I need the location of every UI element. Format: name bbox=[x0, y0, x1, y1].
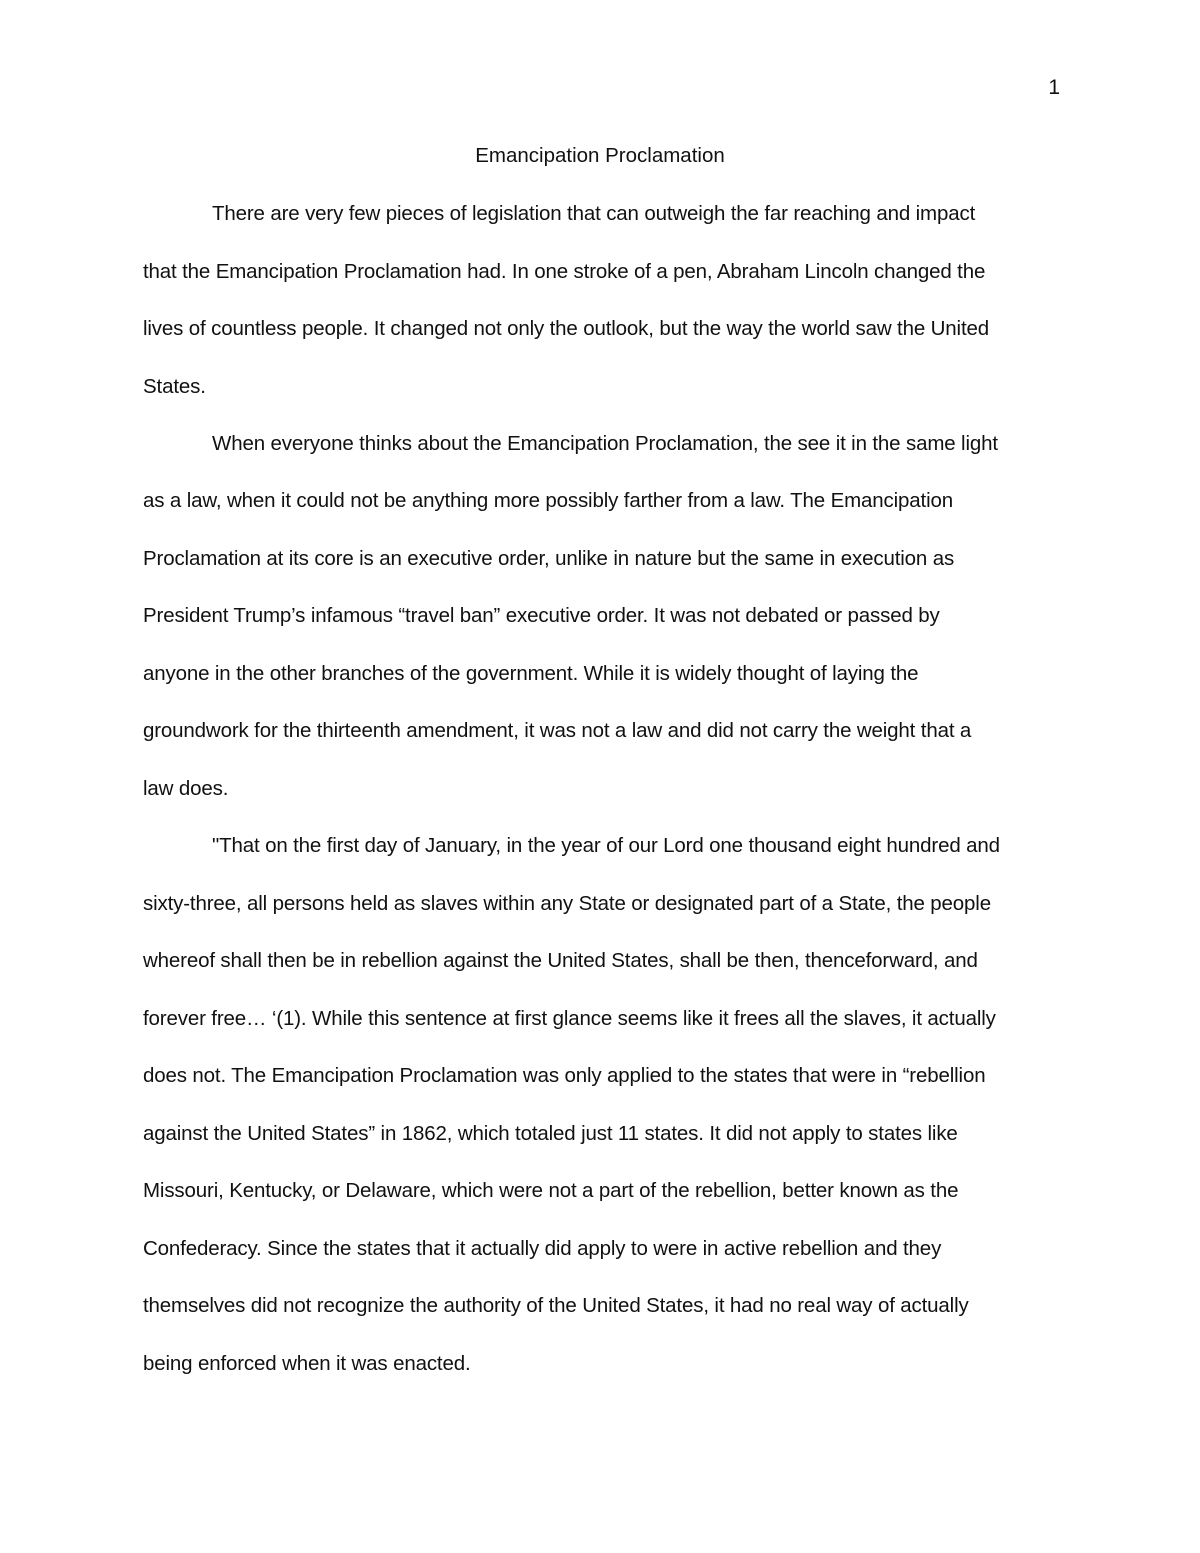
paragraph-3-line-6: against the United States” in 1862, which totaled just 11 states. It did not apply to states like bbox=[143, 1122, 958, 1145]
paragraph-1-line-2: that the Emancipation Proclamation had. In one stroke of a pen, Abraham Lincoln changed the bbox=[143, 260, 986, 283]
paragraph-1-line-4: States. bbox=[143, 375, 206, 398]
paragraph-1-line-1: There are very few pieces of legislation that can outweigh the far reaching and impact bbox=[212, 202, 976, 225]
paragraph-2-line-1: When everyone thinks about the Emancipation Proclamation, the see it in the same light bbox=[212, 432, 998, 455]
paragraph-2-line-4: President Trump’s infamous “travel ban” executive order. It was not debated or passed by bbox=[143, 604, 940, 627]
paragraph-3-line-3: whereof shall then be in rebellion against the United States, shall be then, thenceforward, and bbox=[143, 949, 978, 972]
paragraph-3-line-10: being enforced when it was enacted. bbox=[143, 1352, 471, 1375]
page-number: 1 bbox=[1048, 76, 1060, 99]
paragraph-3-line-9: themselves did not recognize the authority of the United States, it had no real way of actually bbox=[143, 1294, 969, 1317]
paragraph-3-line-8: Confederacy. Since the states that it actually did apply to were in active rebellion and they bbox=[143, 1237, 942, 1260]
paragraph-2-line-5: anyone in the other branches of the government. While it is widely thought of laying the bbox=[143, 662, 919, 685]
paragraph-3-line-7: Missouri, Kentucky, or Delaware, which were not a part of the rebellion, better known as the bbox=[143, 1179, 959, 1202]
document-title: Emancipation Proclamation bbox=[475, 144, 725, 167]
paragraph-1-line-3: lives of countless people. It changed not only the outlook, but the way the world saw the United bbox=[143, 317, 989, 340]
paragraph-2-line-2: as a law, when it could not be anything more possibly farther from a law. The Emancipation bbox=[143, 489, 953, 512]
paragraph-2-line-3: Proclamation at its core is an executive order, unlike in nature but the same in execution as bbox=[143, 547, 955, 570]
paragraph-3-line-5: does not. The Emancipation Proclamation was only applied to the states that were in “rebellion bbox=[143, 1064, 986, 1087]
paragraph-3-line-1: "That on the first day of January, in the year of our Lord one thousand eight hundred and bbox=[212, 834, 1000, 857]
paragraph-2-line-7: law does. bbox=[143, 777, 229, 800]
paragraph-2-line-6: groundwork for the thirteenth amendment, it was not a law and did not carry the weight that a bbox=[143, 719, 972, 742]
paragraph-3-line-2: sixty-three, all persons held as slaves within any State or designated part of a State, the people bbox=[143, 892, 991, 915]
paragraph-3-line-4: forever free… ‘(1). While this sentence at first glance seems like it frees all the slaves, it actually bbox=[143, 1007, 996, 1030]
